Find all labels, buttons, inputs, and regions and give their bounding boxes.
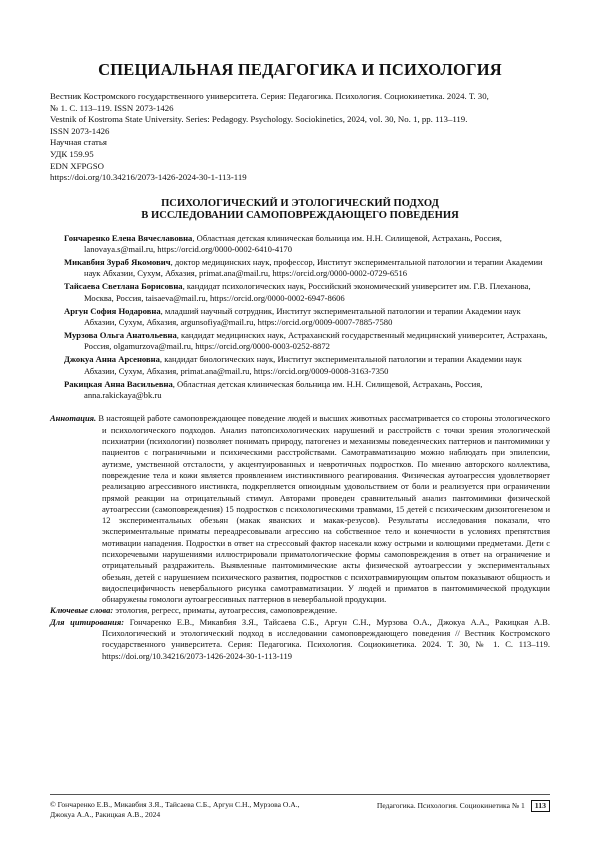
author-name: Микавбия Зураб Якомович — [64, 257, 171, 268]
author-info: , Областная детская клиническая больница им. Н.Н. Силищевой, Астрахань, Россия, lanovaya.s@mail.ru, https://orcid.org/0000-0002-6410-4170 — [84, 232, 502, 255]
meta-line: EDN XFPGSO — [50, 160, 105, 171]
author-info: , кандидат биологических наук, Институт экспериментальной патологии и терапии Академии наук Абхазии, Сухум, Абхазия, primat.ana@mail.ru, https://orcid.org/0009-0008-3163-7350 — [84, 354, 522, 376]
author-name: Тайсаева Светлана Борисовна — [64, 281, 183, 292]
article-title-line: В ИССЛЕДОВАНИИ САМОПОВРЕЖДАЮЩЕГО ПОВЕДЕНИЯ — [141, 210, 459, 222]
author-name: Гончаренко Елена Вячеславовна — [64, 232, 193, 243]
doi-link[interactable]: https://doi.org/10.34216/2073-1426-2024-30-1-113-119 — [50, 172, 247, 183]
author-name: Аргун София Нодаровна — [64, 305, 161, 316]
author-info: , кандидат медицинских наук, Астраханский государственный медицинский университет, Астрахань, Россия, olgamurzova@mail.ru, https://orcid.org/0000-0003-0252-8872 — [84, 330, 548, 352]
author-entry — [64, 281, 550, 304]
section-title: СПЕЦИАЛЬНАЯ ПЕДАГОГИКА И ПСИХОЛОГИЯ — [98, 60, 502, 79]
citation — [50, 617, 550, 662]
meta-line: ISSN 2073-1426 — [50, 125, 110, 136]
author-info: , Областная детская клиническая больница им. Н.Н. Силищевой, Астрахань, Россия, anna.rakickaya@bk.ru — [84, 378, 483, 401]
keywords-text: этология, регресс, приматы, аутоагрессия, самоповреждение. — [113, 605, 338, 616]
meta-line: Вестник Костромского государственного университета. Серия: Педагогика. Психология. Социокинетика. 2024. Т. 30, — [50, 91, 489, 101]
author-entry — [64, 233, 550, 256]
author-info: , кандидат психологических наук, Российский экономический университет им. Г.В. Плеханова, Москва, Россия, taisaeva@mail.ru, https://orcid.org/0000-0002-6947-8606 — [84, 281, 531, 303]
publication-meta — [50, 91, 550, 184]
meta-line: Vestnik of Kostroma State University. Series: Pedagogy. Psychology. Sociokinetics, 2024, vol. 30, No. 1, pp. 113–119. — [50, 114, 468, 125]
meta-line: УДК 159.95 — [50, 148, 94, 159]
author-entry — [64, 354, 550, 377]
citation-label: Для цитирования: — [50, 616, 125, 627]
author-name: Мурзова Ольга Анатольевна — [64, 330, 177, 340]
footer-copyright: © Гончаренко Е.В., Микавбия З.Я., Тайсаева С.Б., Аргун С.Н., Мурзова О.А., Джокуа А.А., Ракицкая А.В., 2024 — [50, 800, 300, 819]
author-name: Ракицкая Анна Васильевна — [64, 378, 173, 389]
author-entry — [64, 330, 550, 353]
abstract — [50, 413, 550, 605]
authors-list — [64, 233, 550, 402]
citation-text: Гончаренко Е.В., Микавбия З.Я., Тайсаева С.Б., Аргун С.Н., Мурзова О.А., Джокуа А.А., Ракицкая А.В. Психологический и этологический подход в исследовании самоповреждающего поведения // Вестник Костромского государственного университета. Серия: Педагогика. Психология. Социокинетика. 2024. Т. 30, № 1. С. 113–119. https://doi.org/10.34216/2073-1426-2024-30-1-113-119 — [102, 616, 550, 661]
meta-line: Научная статья — [50, 137, 107, 148]
footer-divider — [50, 794, 550, 795]
abstract-text: В настоящей работе самоповреждающее поведение людей и высших животных рассматривается со стороны этологического и психологического подходов. Анализ патопсихологических нарушений и расстройств с точки зрения этологической психиатрии (психологии) позволяет понимать природу, патогенез и механизмы поведенческих паттернов и пантомимики у пациентов с пограничными и психическими расстройствами. Самотравматизацию можно наблюдать при эпилепсии, аутизме, умственной отсталости, у акцентуированных и невротичных подростков. По мнению авторского коллектива, повреждение тела и кожи является проявлением инстинктивного реагирования. Физическая аутоагрессия удовлетворяет реализацию агрессивного инстинкта, подкрепляется опиоидным удовольствием от боли и реализуется при ограничении прямой реакции на отрицательный стимул. Авторами проведен сравнительный анализ пантомимики физической аутоагрессии (самоповреждения) 15 подростков с психологическими травмами, 15 детей с психическим дизонтогенезом и 12 экспериментальных обезьян (макак яванских и макак-резусов). Результаты исследования показали, что экспериментальные приматы переадресовывали агрессию на собственное тело и конечности в условиях препятствия мотивации нападения. Подростки в ответ на стрессовый фактор насекали кожу острыми и колющими предметами. Дети с психоречевыми нарушениями иллюстрировали приматологические формы самоповреждения в ответ на ограничение и отрицательный раздражитель. Выявленные пантомимические акты физической аутоагрессии у экспериментальных обезьян, детей с нарушением психического развития, подростков с психотравмирующим опытом показывают общность и видоспецифичность невербального рисунка самотравматизации. У людей и приматов в пантомимической продукции обнаружены гомологи аутоагрессивных паттернов в невербальной продукции. — [96, 413, 550, 605]
author-info: , доктор медицинских наук, профессор, Институт экспериментальной патологии и терапии Академии наук Абхазии, Сухум, Абхазия, primat.ana@mail.ru, https://orcid.org/0000-0002-0729-6516 — [84, 257, 543, 279]
author-entry — [64, 379, 550, 402]
footer-journal — [377, 800, 550, 812]
footer-journal-name: Педагогика. Психология. Социокинетика — [376, 801, 510, 810]
page-number: 113 — [531, 800, 550, 812]
article-page — [50, 60, 550, 662]
author-name: Джокуа Анна Арсеновна — [64, 354, 160, 365]
article-title — [50, 198, 550, 223]
footer-issue: № 1 — [511, 801, 525, 810]
author-info: , младший научный сотрудник, Институт экспериментальной патологии и терапии Академии наук Абхазии, Сухум, Абхазия, argunsofiya@mail.ru, https://orcid.org/0009-0007-7885-7580 — [84, 305, 521, 328]
author-entry — [64, 257, 550, 280]
article-title-line: ПСИХОЛОГИЧЕСКИЙ И ЭТОЛОГИЧЕСКИЙ ПОДХОД — [161, 197, 439, 209]
author-entry — [64, 306, 550, 329]
meta-line: № 1. С. 113–119. ISSN 2073-1426 — [50, 102, 174, 113]
keywords-label: Ключевые слова: — [50, 605, 114, 616]
keywords — [50, 605, 550, 616]
abstract-label: Аннотация. — [50, 413, 97, 424]
